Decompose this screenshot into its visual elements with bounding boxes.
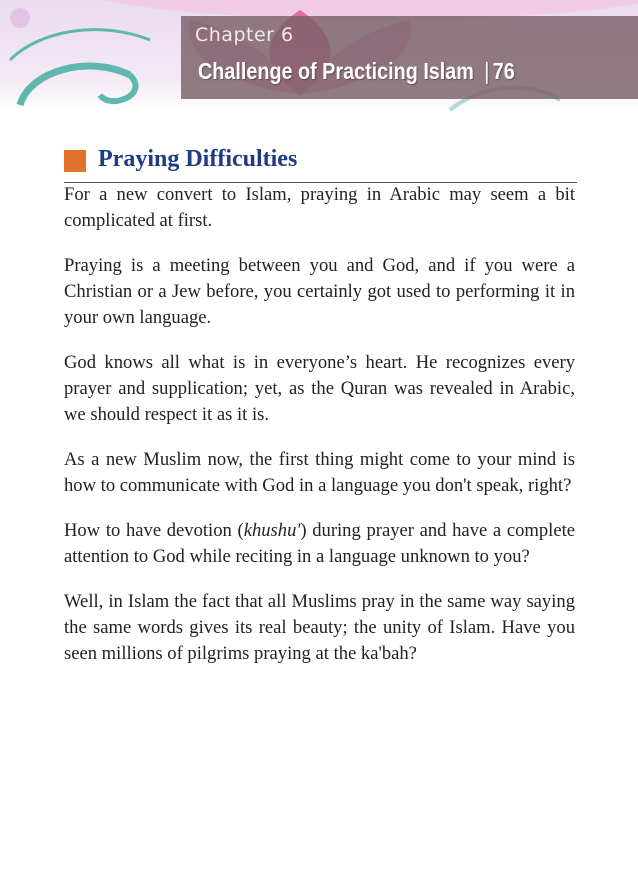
- paragraph: God knows all what is in everyone’s heart. He recognizes every prayer and supplication; yet, as the Quran was revealed in Arabic, we should respect it as it is.: [64, 352, 575, 425]
- chapter-label: Chapter 6: [195, 24, 294, 46]
- chapter-title: Challenge of Practicing Islam: [198, 58, 474, 84]
- italic-term: khushu': [243, 520, 301, 541]
- section-heading: [64, 144, 577, 183]
- paragraph: Praying is a meeting between you and God, and if you were a Christian or a Jew before, you certainly got used to performing it in your own language.: [64, 255, 575, 328]
- paragraph: Well, in Islam the fact that all Muslims pray in the same way saying the same words gives its real beauty; the unity of Islam. Have you seen millions of pilgrims praying at the ka'bah?: [64, 591, 575, 664]
- paragraph-text: How to have devotion (: [64, 520, 244, 541]
- decorative-banner: [0, 0, 638, 112]
- paragraph: [64, 518, 575, 570]
- chapter-subtitle: [198, 58, 515, 85]
- paragraph: For a new convert to Islam, praying in Arabic may seem a bit complicated at first.: [64, 184, 575, 231]
- title-separator: |: [484, 58, 490, 84]
- page-number: 76: [492, 58, 515, 84]
- paragraph: As a new Muslim now, the first thing might come to your mind is how to communicate with God in a language you don't speak, right?: [64, 449, 575, 496]
- paragraph-text: ) during prayer and have a complete attention to God while reciting in a language unknown to you?: [64, 520, 575, 567]
- body-text: [64, 182, 575, 686]
- heading-bullet-square: [64, 150, 86, 172]
- section-title: Praying Difficulties: [98, 146, 298, 172]
